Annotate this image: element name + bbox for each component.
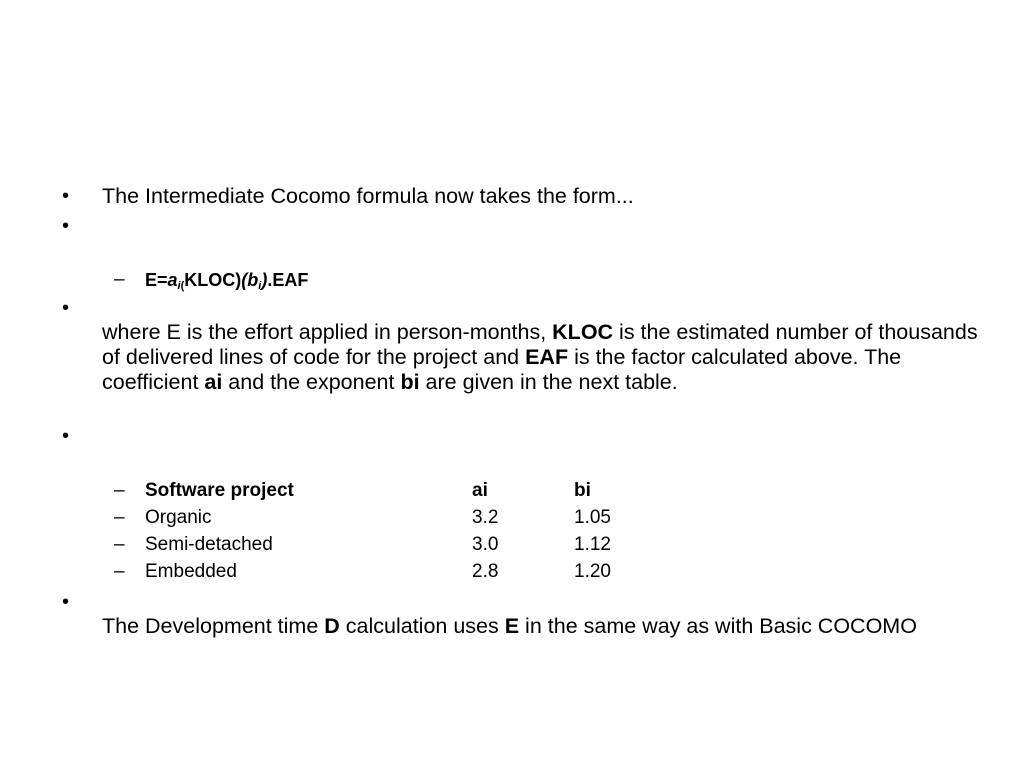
dash-marker: – (114, 561, 125, 582)
table-cell-bi: 1.12 (574, 534, 611, 555)
bullet-marker: • (62, 215, 70, 237)
table-cell-project: Semi-detached (145, 534, 273, 555)
bullet-marker: • (62, 591, 70, 613)
table-cell-project: Embedded (145, 561, 237, 582)
development-time-paragraph: The Development time D calculation uses E in the same way as with Basic COCOMO (102, 614, 917, 638)
bullet-marker: • (62, 425, 70, 447)
table-cell-bi: 1.05 (574, 507, 611, 528)
table-header-bi: bi (574, 480, 591, 501)
dash-marker: – (114, 480, 125, 501)
dash-marker: – (114, 507, 125, 528)
table-cell-bi: 1.20 (574, 561, 611, 582)
bullet-marker: • (62, 185, 70, 207)
cocomo-formula: $E=a_{i(}KLOC)(b_i).EAF$ (145, 270, 309, 292)
intro-text: The Intermediate Cocomo formula now takes the form... (102, 184, 634, 208)
table-cell-project: Organic (145, 507, 212, 528)
where-paragraph: where E is the effort applied in person-months, KLOC is the estimated number of thousands of delivered lines of code for the project and EAF is the factor calculated above. The coefficient ai and the exponent bi are given in the next table. (102, 320, 978, 394)
table-cell-ai: 2.8 (472, 561, 499, 582)
dash-marker: – (114, 534, 125, 555)
table-header-project: Software project (145, 480, 294, 501)
table-cell-ai: 3.2 (472, 507, 499, 528)
table-cell-ai: 3.0 (472, 534, 499, 555)
table-header-ai: ai (472, 480, 488, 501)
dash-marker: – (114, 269, 125, 290)
bullet-marker: • (62, 297, 70, 319)
